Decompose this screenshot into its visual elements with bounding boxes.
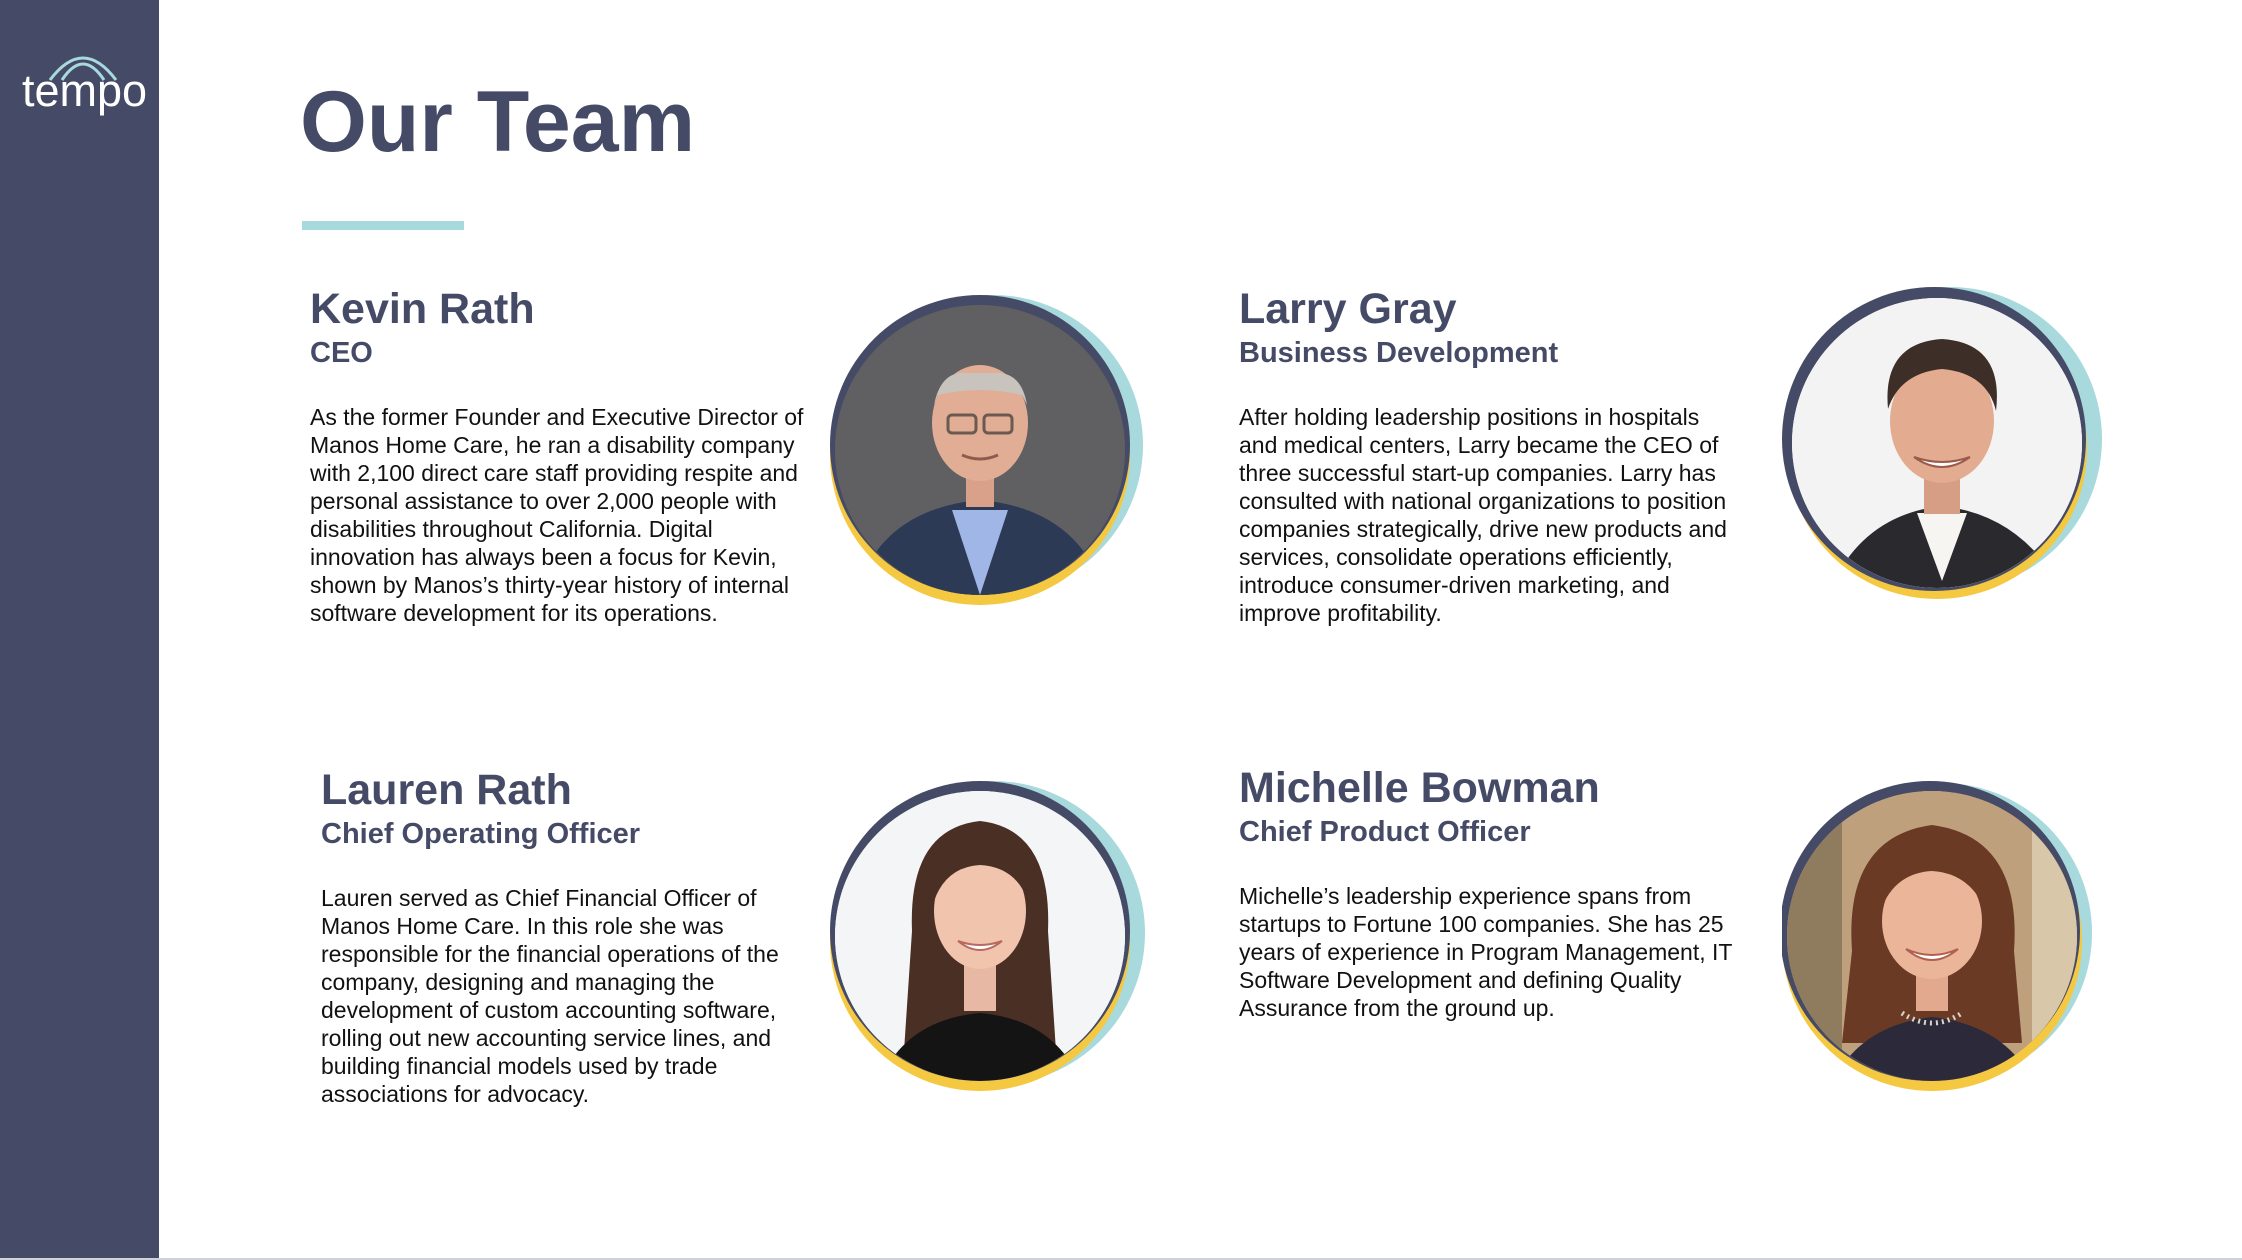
- member-bio: After holding leadership positions in hospitals and medical centers, Larry became the CEO of three successful start-up companies. Larry has consulted with national organizations to position companies strategically, drive new products and services, consolidate operations efficiently, introduce consumer-driven marketing, and improve profitability.: [1239, 404, 1727, 626]
- member-bio: Michelle’s leadership experience spans from startups to Fortune 100 companies. She has 25 years of experience in Program Management, IT Software Development and defining Quality Assurance from the ground up.: [1239, 883, 1733, 1021]
- member-name: Michelle Bowman: [1239, 764, 1600, 812]
- tempo-logo[interactable]: [22, 44, 148, 124]
- portrait-young-woman-icon: [830, 781, 1160, 1111]
- member-role: Business Development: [1239, 337, 1559, 369]
- logo-text: tempo: [22, 65, 148, 116]
- title-underline: [302, 221, 464, 230]
- member-photo-lauren-rath: [830, 781, 1160, 1111]
- member-role: CEO: [310, 337, 373, 369]
- member-name: Larry Gray: [1239, 285, 1457, 333]
- member-name: Kevin Rath: [310, 285, 535, 333]
- team-member-michelle-bowman: [1239, 764, 1744, 1022]
- member-photo-larry-gray: [1782, 281, 2112, 611]
- portrait-smiling-woman-icon: [1782, 781, 2112, 1111]
- team-member-lauren-rath: [321, 766, 826, 1108]
- member-photo-kevin-rath: [830, 295, 1160, 625]
- member-photo-michelle-bowman: [1782, 781, 2112, 1111]
- member-role: Chief Product Officer: [1239, 816, 1531, 848]
- page-title: Our Team: [300, 74, 696, 170]
- portrait-smiling-man-icon: [1782, 281, 2112, 611]
- member-role: Chief Operating Officer: [321, 818, 641, 850]
- team-member-kevin-rath: [310, 285, 815, 627]
- member-bio: Lauren served as Chief Financial Officer of Manos Home Care. In this role she was responsible for the financial operations of the company, designing and managing the development of custom accounting software, rolling out new accounting service lines, and building financial models used by trade associations for advocacy.: [321, 885, 779, 1107]
- member-name: Lauren Rath: [321, 766, 572, 814]
- member-bio: As the former Founder and Executive Director of Manos Home Care, he ran a disability company with 2,100 direct care staff providing respite and personal assistance to over 2,000 people with disabilities throughout California. Digital innovation has always been a focus for Kevin, shown by Manos’s thirty-year history of internal software development for its operations.: [310, 404, 804, 626]
- portrait-older-man-glasses-icon: [830, 295, 1160, 625]
- sidebar: [0, 0, 159, 1258]
- team-member-larry-gray: [1239, 285, 1744, 627]
